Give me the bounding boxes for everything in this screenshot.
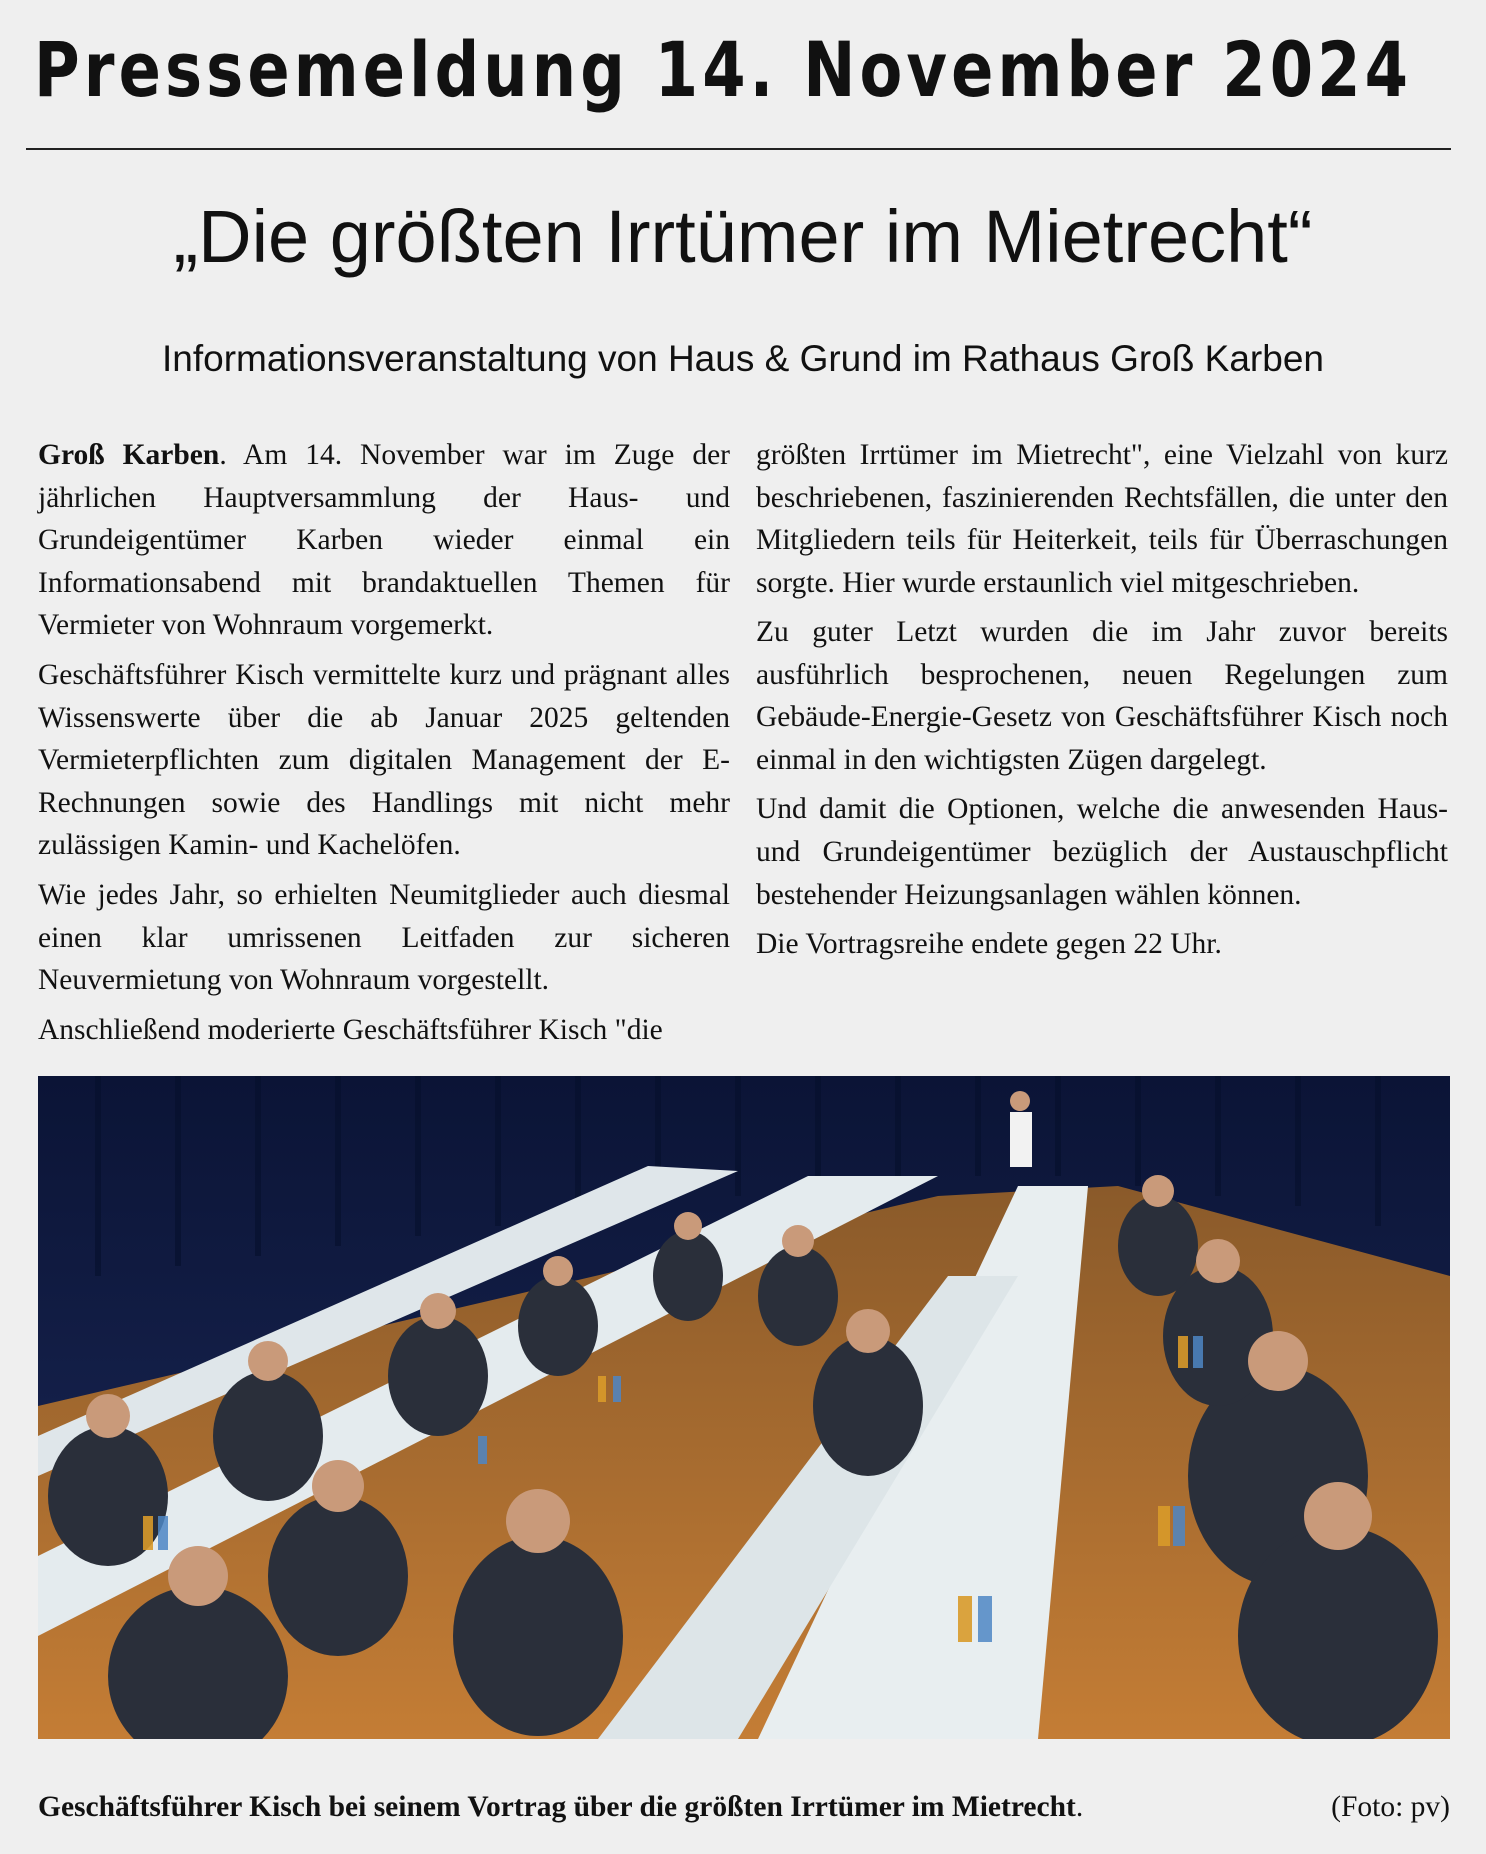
event-photo — [38, 1076, 1450, 1739]
masthead: Pressemeldung 14. November 2024 — [34, 25, 1413, 114]
photo-caption-end: . — [1075, 1791, 1084, 1823]
paragraph-4: Anschließend moderierte Geschäftsführer Kisch "die — [38, 1013, 663, 1046]
header-divider — [26, 148, 1451, 150]
paragraph-1-text: . Am 14. November war im Zuge der jährlichen Hauptversammlung der Haus- und Grundeigentümer Karben wieder einmal ein Informationsabend mit brandaktuellen Themen für Vermieter von Wohnraum vorgemerkt. — [38, 439, 730, 642]
photo-credit: (Foto: pv) — [1331, 1791, 1450, 1823]
paragraph-7: Die Vortragsreihe endete gegen 22 Uhr. — [756, 928, 1222, 961]
article-column-right — [756, 434, 1448, 973]
speaker — [1010, 1112, 1032, 1167]
paragraph-4-continued — [756, 434, 1448, 604]
headline: „Die größten Irrtümer im Mietrecht“ — [173, 195, 1313, 278]
paragraph-4-continued-text: größten Irrtümer im Mietrecht", eine Vielzahl von kurz beschriebenen, faszinierenden Rechtsfällen, die unter den Mitgliedern teils für Heiterkeit, teils für Überraschungen sorgte. Hier wurde erstaunlich viel mitgeschrieben. — [756, 439, 1448, 599]
photo-caption-text: Geschäftsführer Kisch bei seinem Vortrag über die größten Irrtümer im Mietrecht — [38, 1791, 1076, 1823]
event-photo-illustration — [38, 1076, 1450, 1739]
paragraph-5: Zu guter Letzt wurden die im Jahr zuvor bereits ausführlich besprochenen, neuen Regelungen zum Gebäude-Energie-Gesetz von Geschäftsführer Kisch noch einmal in den wichtigsten Zügen dargelegt. — [756, 616, 1448, 776]
dateline-place: Groß Karben — [38, 439, 220, 471]
paragraph-2: Geschäftsführer Kisch vermittelte kurz und prägnant alles Wissenswerte über die ab Januar 2025 geltenden Vermieterpflichten zum digitalen Management der E-Rechnungen sowie des Handlings mit nicht mehr zulässigen Kamin- und Kachelöfen. — [38, 658, 730, 862]
paragraph-3: Wie jedes Jahr, so erhielten Neumitglieder auch diesmal einen klar umrissenen Leitfaden zur sicheren Neuvermietung von Wohnraum vorgestellt. — [38, 878, 730, 997]
article-column-left — [38, 434, 730, 1058]
paragraph-6: Und damit die Optionen, welche die anwesenden Haus- und Grundeigentümer bezüglich der Austauschpflicht bestehender Heizungsanlagen wählen können. — [756, 793, 1448, 911]
photo-caption — [38, 1787, 1083, 1827]
paragraph-1 — [38, 434, 730, 647]
subheadline: Informationsveranstaltung von Haus & Grund im Rathaus Groß Karben — [162, 338, 1324, 379]
